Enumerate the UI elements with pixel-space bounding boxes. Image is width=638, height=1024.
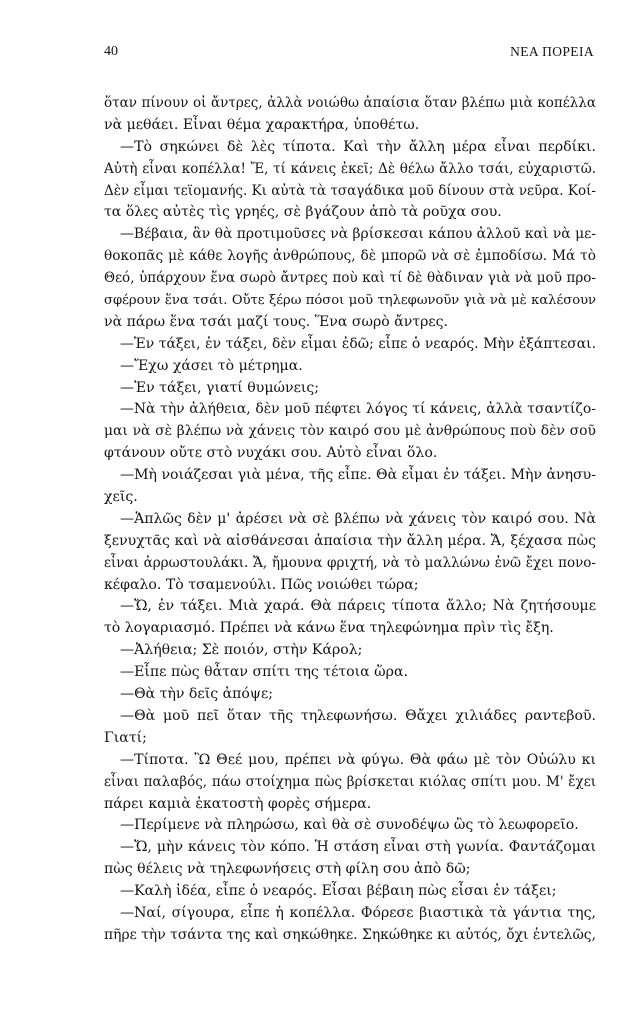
body-text [104, 93, 596, 947]
text-line: —Ναί, σίγουρα, εἶπε ἡ κοπέλλα. Φόρεσε βιαστικὰ τὰ γάντια της, [120, 904, 596, 921]
text-line: σφέρουν ἕνα τσάι. Οὔτε ξέρω πόσοι μοῦ τηλεφωνοῦν γιὰ νὰ μὲ καλέσουν [104, 293, 596, 309]
text-line: —Νὰ τὴν ἀλήθεια, δὲν μοῦ πέφτει λόγος τί κάνεις, ἀλλὰ τσαντίζο- [120, 401, 596, 418]
text-line: —Εἶπε πὼς θἆταν σπίτι της τέτοια ὥρα. [120, 664, 408, 681]
text-line: τὸ λογαριασμό. Πρέπει νὰ κάνω ἕνα τηλεφώνημα πρὶν τὶς ἔξη. [104, 620, 554, 637]
page-number: 40 [104, 44, 118, 59]
text-line: Αὐτὴ εἶναι κοπέλλα! Ἔ, τί κάνεις ἐκεῖ; Δὲ θέλω ἄλλο τσάι, εὐχαριστῶ. [104, 160, 596, 177]
running-head: ΝΕΑ ΠΟΡΕΙΑ [510, 44, 594, 59]
text-line: ξενυχτᾶς καὶ νὰ αἰσθάνεσαι ἀπαίσια τὴν ἄλλη μέρα. Ἄ, ξέχασα πὼς [104, 532, 596, 549]
text-line: —Ἔχω χάσει τὸ μέτρημα. [120, 357, 303, 374]
text-line: —Τίποτα. Ὢ Θεέ μου, πρέπει νὰ φύγω. Θὰ φάω μὲ τὸν Οὐώλυ κι [120, 751, 596, 768]
text-line: —Ἐν τάξει, γιατί θυμώνεις; [120, 379, 320, 396]
text-line: χεῖς. [104, 489, 138, 506]
text-line: κέφαλο. Τὸ τσαμενούλι. Πῶς νοιώθει τώρα; [104, 576, 419, 593]
text-line: —Θὰ μοῦ πεῖ ὅταν τῆς τηλεφωνήσω. Θἄχει χιλιάδες ραντεβοῦ. [120, 707, 596, 724]
text-line: θοκοπᾶς μὲ κάθε λογῆς ἀνθρώπους, δὲ μπορῶ νὰ σὲ ἐμποδίσω. Μά τὸ [104, 248, 596, 265]
text-line: φτάνουν οὔτε στὸ νυχάκι σου. Αὐτὸ εἶναι ὅλο. [104, 445, 438, 462]
text-line: μαι νὰ σὲ βλέπω νὰ χάνεις τὸν καιρό σου μὲ ἀνθρώπους ποὺ δὲν σοῦ [104, 423, 596, 440]
text-line: —Ἀλήθεια; Σὲ ποιόν, στὴν Κάρολ; [120, 642, 363, 659]
text-line: νὰ μεθάει. Εἶναι θέμα χαρακτήρα, ὑποθέτω. [104, 116, 420, 133]
text-line: εἶναι παλαβός, πάω στοίχημα πὼς βρίσκεται κιόλας σπίτι μου. Μ' ἔχει [104, 773, 596, 790]
text-line: εἶναι ἀρρωστουλάκι. Ἄ, ἤμουνα φριχτή, νὰ τὸ μαλλώνω ἐνῶ ἔχει πονο- [104, 554, 596, 571]
text-line: τα ὅλες αὐτὲς τὶς γρηές, σὲ βγάζουν ἀπὸ τὰ ροῦχα σου. [104, 204, 502, 221]
text-line: —Ὤ, μὴν κάνεις τὸν κόπο. Ἡ στάση εἶναι στὴ γωνία. Φαντάζομαι [120, 839, 596, 856]
text-line: —Περίμενε νὰ πληρώσω, καὶ θὰ σὲ συνοδέψω ὣς τὸ λεωφορεῖο. [120, 817, 579, 834]
text-line: —Τὸ σηκώνει δὲ λὲς τίποτα. Καὶ τὴν ἄλλη μέρα εἶναι περδίκι. [120, 138, 596, 155]
text-line: —Θὰ τὴν δεῖς ἀπόψε; [120, 686, 273, 703]
text-line: πὼς θέλεις νὰ τηλεφωνήσεις στὴ φίλη σου ἀπὸ δῶ; [104, 861, 471, 878]
text-line: —Βέβαια, ἂν θὰ προτιμοῦσες νὰ βρίσκεσαι κάπου ἀλλοῦ καὶ νὰ με- [120, 226, 596, 243]
text-line: —Ἁπλῶς δὲν μ' ἀρέσει νὰ σὲ βλέπω νὰ χάνεις τὸν καιρό σου. Νὰ [120, 510, 596, 527]
text-line: Θεό, ὑπάρχουν ἕνα σωρὸ ἄντρες ποὺ καὶ τί δὲ θὰδιναν γιὰ νὰ μοῦ προ- [104, 270, 596, 287]
text-line: νὰ πάρω ἕνα τσάι μαζί τους. Ἕνα σωρὸ ἄντρες. [104, 313, 449, 330]
text-line: πῆρε τὴν τσάντα της καὶ σηκώθηκε. Σηκώθηκε κι αὐτός, ὄχι ἐντελῶς, [104, 926, 596, 943]
text-line: —Ἐν τάξει, ἐν τάξει, δὲν εἶμαι ἐδῶ; εἶπε ὁ νεαρός. Μὴν ἐξάπτεσαι. [120, 335, 596, 352]
text-line: —Ὤ, ἐν τάξει. Μιὰ χαρά. Θὰ πάρεις τίποτα ἄλλο; Νὰ ζητήσουμε [120, 598, 596, 615]
text-line: Γιατί; [104, 729, 147, 746]
text-line: —Μὴ νοιάζεσαι γιὰ μένα, τῆς εἶπε. Θὰ εἶμαι ἐν τάξει. Μὴν ἀνησυ- [120, 467, 596, 484]
text-line: ὅταν πίνουν οἱ ἄντρες, ἀλλὰ νοιώθω ἀπαίσια ὅταν βλέπω μιὰ κοπέλλα [104, 95, 596, 111]
text-line: πάρει καμιὰ ἑκατοστὴ φορὲς σήμερα. [104, 795, 372, 812]
text-line: —Καλὴ ἰδέα, εἶπε ὁ νεαρός. Εἶσαι βέβαιη πὼς εἶσαι ἐν τάξει; [120, 883, 557, 900]
text-line: Δὲν εἶμαι τεϊομανής. Κι αὐτὰ τὰ τσαγάδικα μοῦ δίνουν στὰ νεῦρα. Κοί- [104, 182, 596, 199]
